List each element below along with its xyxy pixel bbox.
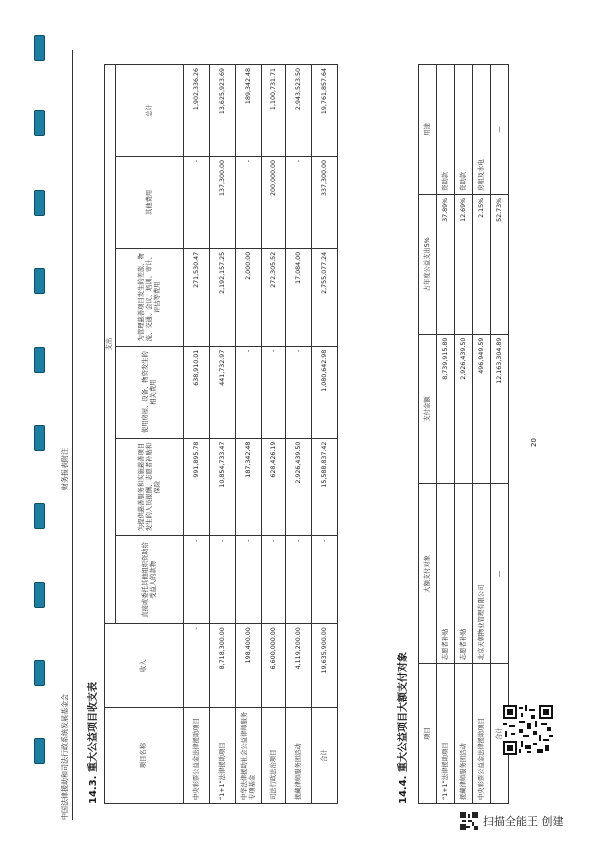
cell-other: 337,300.00 xyxy=(312,156,338,248)
cell-project-name: “1+1”法律援助项目 xyxy=(210,708,236,804)
cell-amount: 8,739,915.80 xyxy=(437,334,455,484)
cell-percent: 12.69% xyxy=(455,194,473,334)
cell-other: 200,000.00 xyxy=(262,156,286,248)
col-header-total: 总计 xyxy=(116,65,184,157)
header-rule xyxy=(72,50,73,820)
col-header-income: 收入 xyxy=(105,624,184,708)
organization-name: 中国法律援助和司法行政系统发展基金会 xyxy=(61,694,69,820)
col-header-expense: 支出 xyxy=(105,65,116,624)
cell-project: 合计 xyxy=(491,664,509,804)
cell-project-name: 合计 xyxy=(312,708,338,804)
col-header-project: 项目 xyxy=(419,664,437,804)
cell-management: 2,192,157.25 xyxy=(210,248,236,346)
cell-facilities: 1,080,642.98 xyxy=(312,346,338,438)
cell-project: 援藏律师服务团活动 xyxy=(455,664,473,804)
large-payments-table xyxy=(418,64,509,804)
cell-income: 8,718,300.00 xyxy=(210,624,236,708)
cell-direct-aid: - xyxy=(312,536,338,624)
page-number: 20 xyxy=(530,438,538,447)
cell-other: - xyxy=(184,156,210,248)
col-header-personnel: 为提供慈善服务和实施慈善项目发生的人员报酬、志愿者补贴和保险 xyxy=(116,438,184,536)
table-row xyxy=(286,65,312,804)
cell-total: 1,902,336.26 xyxy=(184,65,210,157)
section-title-income-expense: 14.3. 重大公益项目收支表 xyxy=(88,682,99,804)
cell-project-name: 援藏律师服务团活动 xyxy=(286,708,312,804)
qr-code-icon xyxy=(503,705,553,755)
cell-other: - xyxy=(236,156,262,248)
cell-facilities: - xyxy=(236,346,262,438)
binder-hole xyxy=(34,35,45,61)
cell-total: 189,342.48 xyxy=(236,65,262,157)
binder-hole xyxy=(34,268,45,294)
cell-other: - xyxy=(286,156,312,248)
watermark-text: 扫描全能王 创建 xyxy=(483,815,564,828)
cell-project-name: 司法行政法治项目 xyxy=(262,708,286,804)
cell-project-name: 中央彩票公益金法律援助项目 xyxy=(184,708,210,804)
cell-percent: 2.15% xyxy=(473,194,491,334)
cell-facilities: 441,732.97 xyxy=(210,346,236,438)
table-row xyxy=(262,65,286,804)
cell-management: 2,755,077.24 xyxy=(312,248,338,346)
cell-amount: 496,949.59 xyxy=(473,334,491,484)
cell-use: 房租及水电 xyxy=(473,65,491,195)
cell-amount: 12,163,304.89 xyxy=(491,334,509,484)
binder-hole xyxy=(34,425,45,451)
col-header-amount: 支付金额 xyxy=(419,334,437,484)
cell-use: — xyxy=(491,65,509,195)
cell-payee: 志愿者补贴 xyxy=(455,484,473,664)
cell-facilities: 638,910.01 xyxy=(184,346,210,438)
scanner-watermark xyxy=(460,812,564,830)
table-row-total xyxy=(491,65,509,804)
rotated-page xyxy=(48,40,578,830)
table-row xyxy=(437,65,455,804)
cell-other: 137,300.00 xyxy=(210,156,236,248)
table-row xyxy=(184,65,210,804)
col-header-percent: 占年度公益支出5% xyxy=(419,194,437,334)
cell-total: 13,625,923.69 xyxy=(210,65,236,157)
cell-facilities: - xyxy=(262,346,286,438)
cell-payee: — xyxy=(491,484,509,664)
cell-income: 6,600,000.00 xyxy=(262,624,286,708)
table-row xyxy=(473,65,491,804)
page-header xyxy=(60,50,74,820)
table-row xyxy=(236,65,262,804)
table-row xyxy=(210,65,236,804)
binder-hole xyxy=(34,347,45,373)
col-header-direct-aid: 直接或委托其他组织资助给受益人的款物 xyxy=(116,536,184,624)
cell-project: 中央彩票公益金法律援助项目 xyxy=(473,664,491,804)
cell-total: 2,943,523.50 xyxy=(286,65,312,157)
col-header-facilities: 使用房屋、设备、物资发生的相关费用 xyxy=(116,346,184,438)
col-header-use: 用途 xyxy=(419,65,437,195)
cell-direct-aid: - xyxy=(262,536,286,624)
cell-direct-aid: - xyxy=(184,536,210,624)
cell-project: “1+1”法律援助项目 xyxy=(437,664,455,804)
cell-management: 2,000.00 xyxy=(236,248,262,346)
col-header-other: 其他费用 xyxy=(116,156,184,248)
cell-payee: 志愿者补贴 xyxy=(437,484,455,664)
cell-income: 198,400.00 xyxy=(236,624,262,708)
report-note-title: 财务报表附注 xyxy=(61,448,69,490)
cell-income: 19,635,900.00 xyxy=(312,624,338,708)
cell-personnel: 2,926,439.50 xyxy=(286,438,312,536)
binder-hole xyxy=(34,660,45,686)
cell-income: 4,119,200.00 xyxy=(286,624,312,708)
cell-personnel: 10,854,733.47 xyxy=(210,438,236,536)
cell-total: 1,100,731.71 xyxy=(262,65,286,157)
cell-management: 272,305.52 xyxy=(262,248,286,346)
cell-personnel: 15,588,837.42 xyxy=(312,438,338,536)
binder-hole xyxy=(34,738,45,764)
cell-percent: 37.89% xyxy=(437,194,455,334)
binder-hole xyxy=(34,582,45,608)
cell-total: 19,761,857.64 xyxy=(312,65,338,157)
cell-project-name: 中华法律援助社会公益律师服务专项基金 xyxy=(236,708,262,804)
cell-personnel: 628,426.19 xyxy=(262,438,286,536)
qr-code-icon xyxy=(460,812,478,830)
cell-direct-aid: - xyxy=(286,536,312,624)
binder-hole xyxy=(34,110,45,136)
cell-use: 资助款 xyxy=(437,65,455,195)
cell-use: 资助款 xyxy=(455,65,473,195)
col-header-management: 为管理慈善项目发生的差旅、物流、交通、会议、培训、审计、评估等费用 xyxy=(116,248,184,346)
cell-personnel: 187,342.48 xyxy=(236,438,262,536)
binder-hole xyxy=(34,503,45,529)
cell-income: - xyxy=(184,624,210,708)
binder-hole xyxy=(34,190,45,216)
cell-personnel: 991,895.78 xyxy=(184,438,210,536)
section-title-large-payments: 14.4. 重大公益项目大额支付对象 xyxy=(398,652,409,804)
cell-direct-aid: - xyxy=(210,536,236,624)
cell-amount: 2,926,439.50 xyxy=(455,334,473,484)
cell-management: 271,530.47 xyxy=(184,248,210,346)
col-header-project-name: 项目名称 xyxy=(105,708,184,804)
table-row xyxy=(455,65,473,804)
income-expense-table xyxy=(104,64,338,804)
cell-percent: 52.73% xyxy=(491,194,509,334)
cell-payee: 北京天朝物业管理有限公司 xyxy=(473,484,491,664)
col-header-payee: 大额支付对象 xyxy=(419,484,437,664)
cell-direct-aid: - xyxy=(236,536,262,624)
cell-facilities: - xyxy=(286,346,312,438)
table-row-total xyxy=(312,65,338,804)
cell-management: 17,084.00 xyxy=(286,248,312,346)
